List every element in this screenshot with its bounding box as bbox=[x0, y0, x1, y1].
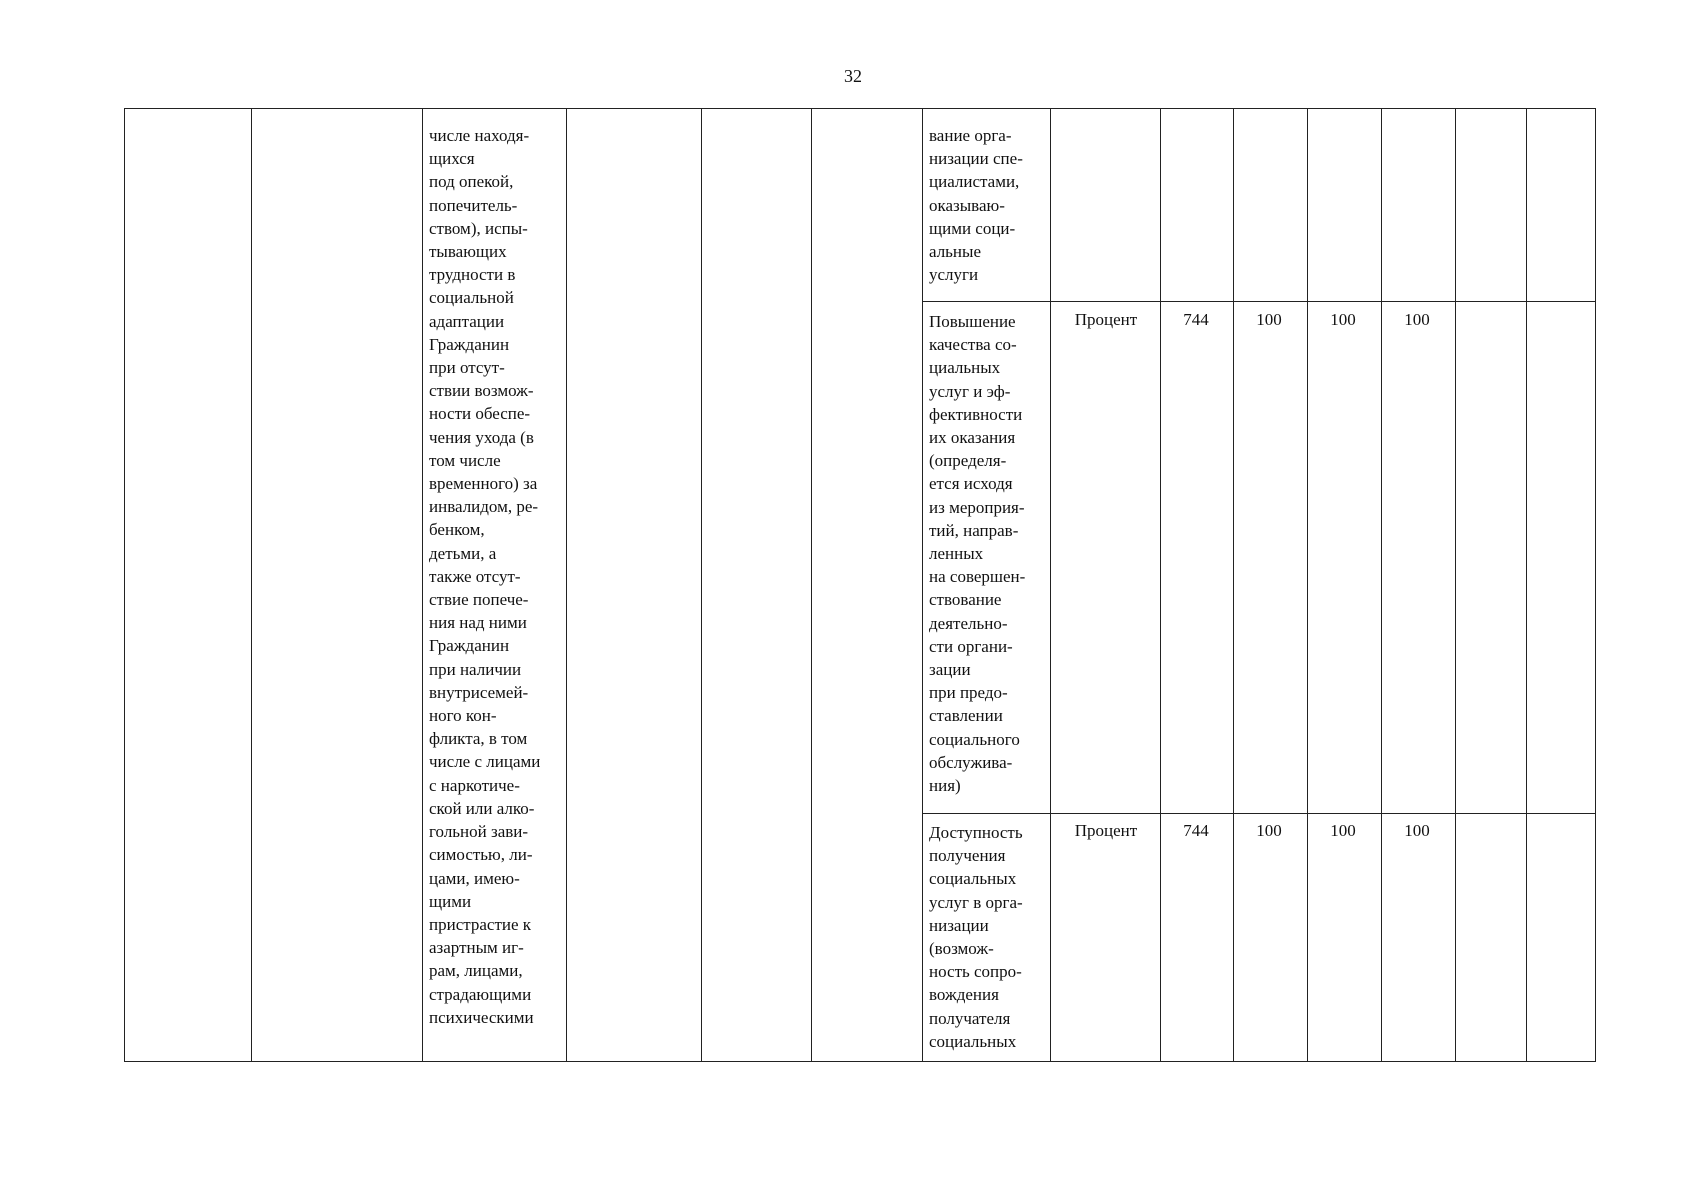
column-divider bbox=[1307, 108, 1308, 1062]
row-divider bbox=[922, 301, 1596, 302]
column-divider bbox=[922, 108, 923, 1062]
indicator-cell: Доступность получения социальных услуг в орга- низации (возмож- ность сопро- вождения получателя социальных bbox=[929, 823, 1023, 1051]
row-divider bbox=[922, 813, 1596, 814]
value-cell: 100 bbox=[1330, 821, 1356, 840]
value-cell: 100 bbox=[1330, 310, 1356, 329]
value-cell: 100 bbox=[1256, 310, 1282, 329]
unit-cell: Процент bbox=[1074, 821, 1138, 840]
value-cell: 100 bbox=[1404, 821, 1430, 840]
column-divider bbox=[1050, 108, 1051, 1062]
column-divider bbox=[422, 108, 423, 1062]
column-divider bbox=[1526, 108, 1527, 1062]
okei-code-cell: 744 bbox=[1183, 310, 1209, 329]
column-divider bbox=[1455, 108, 1456, 1062]
okei-code-cell: 744 bbox=[1183, 821, 1209, 840]
column-divider bbox=[566, 108, 567, 1062]
column-divider bbox=[811, 108, 812, 1062]
column-divider bbox=[1381, 108, 1382, 1062]
data-table bbox=[124, 108, 1596, 1062]
column-divider bbox=[1233, 108, 1234, 1062]
unit-cell: Процент bbox=[1074, 310, 1138, 329]
indicator-cell: Повышение качества со- циальных услуг и эф- фективности их оказания (определя- ется исходя из мероприя- тий, направ- ленных на совершен- ствование деятельно- сти органи- зации при предо- ставлении социального обслужива- ния) bbox=[929, 312, 1026, 796]
criteria-cell: числе находя- щихся под опекой, попечитель- ством), испы- тывающих трудности в социальной адаптации Гражданин при отсут- ствии возмож- ности обеспе- чения ухода (в том числе временного) за инвалидом, ре- бенком, детьми, а также отсут- ствие попече- ния над ними Гражданин при наличии внутрисемей- ного кон- фликта, в том числе с лицами с наркотиче- ской или алко- гольной зави- симостью, ли- цами, имею- щими пристрастие к азартным иг- рам, лицами, страдающими психическими bbox=[429, 126, 541, 1027]
value-cell: 100 bbox=[1256, 821, 1282, 840]
page-number: 32 bbox=[844, 66, 862, 86]
indicator-cell: вание орга- низации спе- циалистами, оказываю- щими соци- альные услуги bbox=[929, 126, 1023, 285]
column-divider bbox=[251, 108, 252, 1062]
column-divider bbox=[1160, 108, 1161, 1062]
value-cell: 100 bbox=[1404, 310, 1430, 329]
column-divider bbox=[701, 108, 702, 1062]
